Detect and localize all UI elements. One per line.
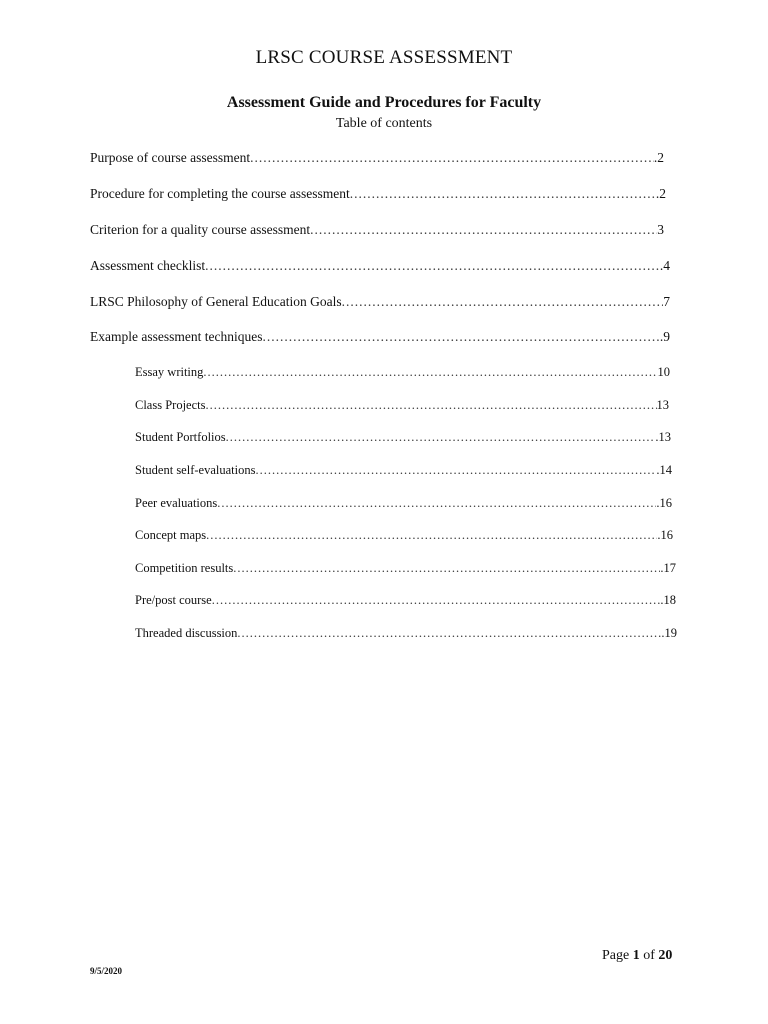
toc-entry-label: Threaded discussion bbox=[135, 626, 238, 640]
toc-entry bbox=[90, 220, 664, 240]
toc-leader-dots bbox=[350, 184, 656, 204]
toc-entry bbox=[90, 184, 666, 204]
toc-leader-dots bbox=[250, 148, 654, 168]
toc-entry-label: Peer evaluations bbox=[135, 496, 218, 510]
toc-entry-label: Example assessment techniques bbox=[90, 329, 263, 344]
toc-entry-page: .14 bbox=[656, 463, 672, 477]
toc-entry-label: Competition results bbox=[135, 561, 234, 575]
toc-sub-entry bbox=[135, 590, 676, 610]
toc-entry-page: .2 bbox=[653, 150, 664, 165]
toc-entry-label: LRSC Philosophy of General Education Goals bbox=[90, 294, 342, 309]
toc-leader-dots bbox=[226, 427, 656, 447]
toc-heading: Table of contents bbox=[335, 116, 433, 131]
toc-sub-entry bbox=[135, 427, 671, 447]
toc-entry-label: Essay writing bbox=[135, 365, 204, 379]
toc-leader-dots bbox=[205, 256, 660, 276]
toc-leader-dots bbox=[310, 220, 657, 240]
footer-date: 9/5/2020 bbox=[90, 966, 123, 976]
toc-leader-dots bbox=[262, 327, 659, 347]
toc-leader-dots bbox=[217, 493, 656, 513]
page-number-of: of bbox=[639, 948, 659, 963]
toc-entry-label: Purpose of course assessment bbox=[90, 150, 251, 165]
toc-entry-page: .16 bbox=[657, 528, 673, 542]
toc-entry-page: .17 bbox=[660, 561, 676, 575]
toc-entry-page: .19 bbox=[661, 626, 677, 640]
toc-entry-label: Student self-evaluations bbox=[135, 463, 256, 477]
toc-leader-dots bbox=[206, 525, 657, 545]
toc-entry-page: 10 bbox=[657, 365, 670, 379]
toc-entry-page: .16 bbox=[656, 496, 672, 510]
document-subtitle: Assessment Guide and Procedures for Faculty bbox=[226, 94, 542, 111]
toc-entry-page: .9 bbox=[659, 329, 670, 344]
toc-entry-page: 7 bbox=[663, 294, 670, 309]
toc-entry-label: Class Projects bbox=[135, 398, 206, 412]
toc-sub-entry bbox=[135, 362, 670, 382]
toc-entry-label: Assessment checklist bbox=[90, 258, 206, 273]
toc-entry-page: .13 bbox=[655, 430, 671, 444]
toc-sub-entry bbox=[135, 623, 677, 643]
toc-sub-entry bbox=[135, 558, 676, 578]
toc-entry bbox=[90, 292, 670, 312]
toc-entry-page: .4 bbox=[659, 258, 670, 273]
toc-entry bbox=[90, 148, 664, 168]
toc-entry-label: Pre/post course bbox=[135, 593, 212, 607]
toc-leader-dots bbox=[255, 460, 656, 480]
toc-leader-dots bbox=[205, 395, 656, 415]
toc-sub-entry bbox=[135, 493, 672, 513]
toc-entry-page: 13 bbox=[656, 398, 669, 412]
page-number-total: 20 bbox=[658, 948, 673, 963]
toc-entry-label: Student Portfolios bbox=[135, 430, 226, 444]
toc-leader-dots bbox=[212, 590, 661, 610]
page-number bbox=[602, 948, 672, 964]
toc-leader-dots bbox=[342, 292, 664, 312]
page-number-current: 1 bbox=[632, 948, 640, 963]
document-title: LRSC COURSE ASSESSMENT bbox=[255, 47, 513, 68]
toc-leader-dots bbox=[203, 362, 657, 382]
page-number-prefix: Page bbox=[602, 948, 633, 963]
toc-entry-page: .18 bbox=[660, 593, 676, 607]
toc-entry-label: Concept maps bbox=[135, 528, 207, 542]
toc-entry-page: .2 bbox=[655, 186, 666, 201]
toc-entry-label: Criterion for a quality course assessment bbox=[90, 222, 311, 237]
toc-entry-label: Procedure for completing the course assessment bbox=[90, 186, 350, 201]
toc-sub-entry bbox=[135, 460, 672, 480]
toc-leader-dots bbox=[237, 623, 661, 643]
toc-leader-dots bbox=[233, 558, 660, 578]
toc-entry bbox=[90, 256, 670, 276]
toc-sub-entry bbox=[135, 525, 673, 545]
toc-sub-entry bbox=[135, 395, 669, 415]
toc-entry bbox=[90, 327, 670, 347]
toc-entry-page: 3 bbox=[657, 222, 664, 237]
